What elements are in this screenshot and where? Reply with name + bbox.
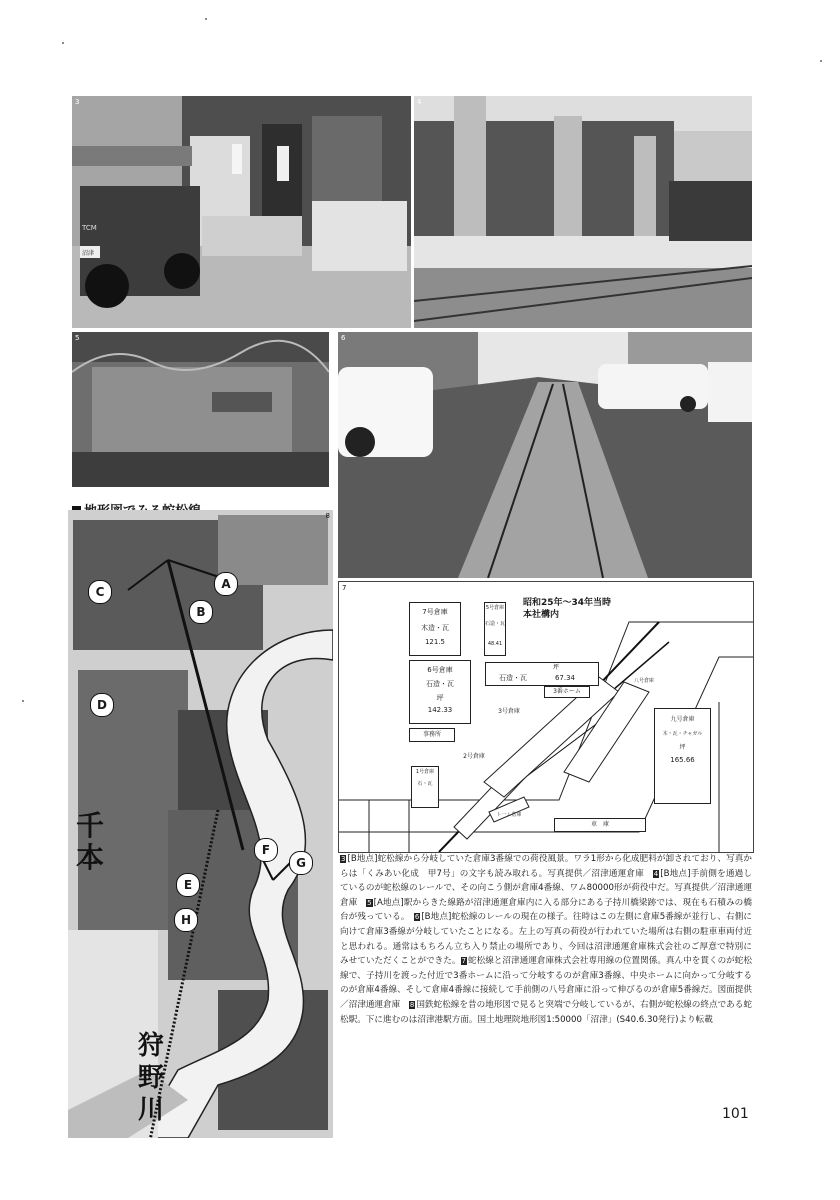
warehouse-5-box: [484, 602, 506, 656]
scan-speck: [820, 60, 822, 62]
caption-6-location: [B地点]: [421, 912, 452, 923]
home-3-label: 3番ホーム: [544, 686, 590, 698]
caption-6-number: 6: [414, 913, 420, 922]
warehouse-5-name: 5号倉庫: [485, 605, 505, 611]
map-marker-f: F: [254, 838, 278, 862]
warehouse-7-name: 7号倉庫: [422, 608, 448, 616]
warehouse-7-area: 121.5: [424, 638, 446, 646]
caption-3-number: 3: [341, 855, 346, 863]
caption-5-number: 5: [367, 898, 372, 907]
warehouse-9-area: 165.66: [670, 756, 695, 764]
map-marker-e: E: [176, 873, 200, 897]
caption-6-text: 蛇松線のレールの現在の様子。往時はこの左側に倉庫5番線が並行し、右側に向けて倉庫3番線が分岐していたことになる。左上の写真の荷役が行われていた場所は右側の駐車車両付近と思われる。通常はもちろん立ち入り禁止の場所であり、今回は沼津通運倉庫株式会社のご厚意で特別にみせていただくことができた。: [340, 912, 752, 967]
forklift-plate-text: 沼津: [82, 250, 95, 257]
warehouse-1-box: [411, 766, 439, 808]
row-warehouse-unit: 坪: [552, 664, 559, 671]
warehouse-6-area: 142.33: [427, 706, 453, 714]
caption-8-number: 8: [409, 1000, 415, 1009]
scan-speck: [22, 700, 24, 702]
warehouse-9-type: 木・瓦・チャガル: [662, 731, 703, 737]
page-number: 101: [722, 1106, 749, 1122]
caption-7-text: 蛇松線と沼津通運倉庫株式会社専用線の位置関係。真ん中を貫くのが蛇松線で、子持川を渡った付近で3番ホームに沿って分岐するのが倉庫3番線、中央ホームに向かって分岐するのが倉庫4番線、そして倉庫4番線に接続して手前側の八号倉庫に沿って伸びるのが倉庫5番線だ。図面提供／沼津通運倉庫: [340, 956, 752, 1010]
map-marker-b: B: [189, 600, 213, 624]
caption-5-text: 駅からきた線路が沼津通運倉庫内に入る部分にある子持川橋梁跡では、現在も石積みの橋台が残っている。: [340, 897, 752, 923]
warehouse-5-type: 石造・瓦: [485, 621, 506, 627]
warehouse-3-label: 3号倉庫: [498, 708, 520, 715]
map-marker-c: C: [88, 580, 112, 604]
warehouse-7-type: 木造・瓦: [421, 624, 449, 632]
warehouse-2-label: 2号倉庫: [463, 753, 485, 760]
row-warehouse-type: 石造・瓦: [499, 674, 527, 682]
warehouse-7-box: [409, 602, 461, 656]
row-warehouse-box: [485, 662, 599, 686]
scan-speck: [62, 42, 64, 44]
warehouse-9-name: 九号倉庫: [670, 716, 695, 723]
warehouse-9-unit: 坪: [679, 744, 686, 751]
photo-7-layout-diagram: [338, 581, 754, 853]
photo-5-bridge-abutment: [72, 332, 329, 487]
office-label: 事務所: [422, 731, 441, 738]
caption-3-location: [B地点]: [347, 854, 378, 864]
caption-5-location: [A地点]: [373, 897, 404, 908]
map-place-senbon: 千本: [76, 809, 105, 874]
office-box: [409, 728, 455, 742]
garage-box: [554, 818, 646, 832]
photo-4-warehouse-platform: [414, 96, 752, 328]
warehouse-6-type: 石造・瓦: [426, 680, 454, 688]
warehouse-1-type: 石・瓦: [417, 781, 433, 787]
forklift-brand-text: TCM: [82, 224, 97, 232]
warehouse-1-name: 1号倉庫: [415, 769, 435, 775]
warehouse-5-area: 48.41: [487, 641, 503, 647]
photo-number: 4: [417, 98, 422, 106]
photo-3-loading-scene: [72, 96, 411, 328]
map-marker-g: G: [289, 851, 313, 875]
caption-4-location: [B地点]: [660, 868, 691, 879]
caption-4-number: 4: [653, 869, 659, 878]
map-marker-d: D: [90, 693, 114, 717]
caption-4-text: 手前側を通過しているのが蛇松線のレールで、その向こう側が倉庫4番線、ワム80000形が荷役中だ。写真提供／沼津通運倉庫: [340, 868, 752, 908]
caption-3-text: 蛇松線から分岐していた倉庫3番線での荷役風景。ワラ1形から化成肥料が卸されており、写真からは「くみあい化成 甲7号」の文字も読み取れる。写真提供／沼津通運倉庫: [340, 854, 753, 879]
warehouse-6-name: 6号倉庫: [427, 666, 453, 674]
photo-number: 6: [341, 334, 346, 342]
photo-captions: [340, 852, 752, 1027]
photo-number: 8: [325, 512, 330, 520]
warehouse-6-box: [409, 660, 471, 724]
warehouse-9-box: [654, 708, 711, 804]
track-label: ト一ム倉庫: [496, 812, 522, 818]
map-place-kanogawa: 狩野川: [138, 1031, 165, 1125]
photo-8-topographic-map: [68, 510, 333, 1138]
garage-label: 車 庫: [590, 821, 609, 828]
warehouse-8-label: 八号倉庫: [633, 678, 654, 684]
warehouse-6-unit: 坪: [436, 694, 444, 702]
map-marker-h: H: [174, 908, 198, 932]
map-marker-a: A: [214, 572, 238, 596]
diagram-title-line1: 昭和25年～34年当時: [523, 598, 612, 608]
diagram-title-line2: 本社構内: [523, 610, 560, 620]
photo-number: 3: [75, 98, 80, 106]
photo-6-current-rails: [338, 332, 752, 578]
scan-speck: [205, 18, 207, 20]
photo-number: 5: [75, 334, 80, 342]
photo-number: 7: [342, 584, 347, 592]
caption-7-number: 7: [461, 957, 466, 966]
row-warehouse-area: 67.34: [554, 674, 576, 682]
caption-8-text: 国鉄蛇松線を昔の地形図で見ると突端で分岐しているが、右側が蛇松線の終点である蛇松駅。下に進むのは沼津港駅方面。国土地理院地形図1:50000「沼津」(S40.6.30発行)より転載: [340, 999, 752, 1025]
